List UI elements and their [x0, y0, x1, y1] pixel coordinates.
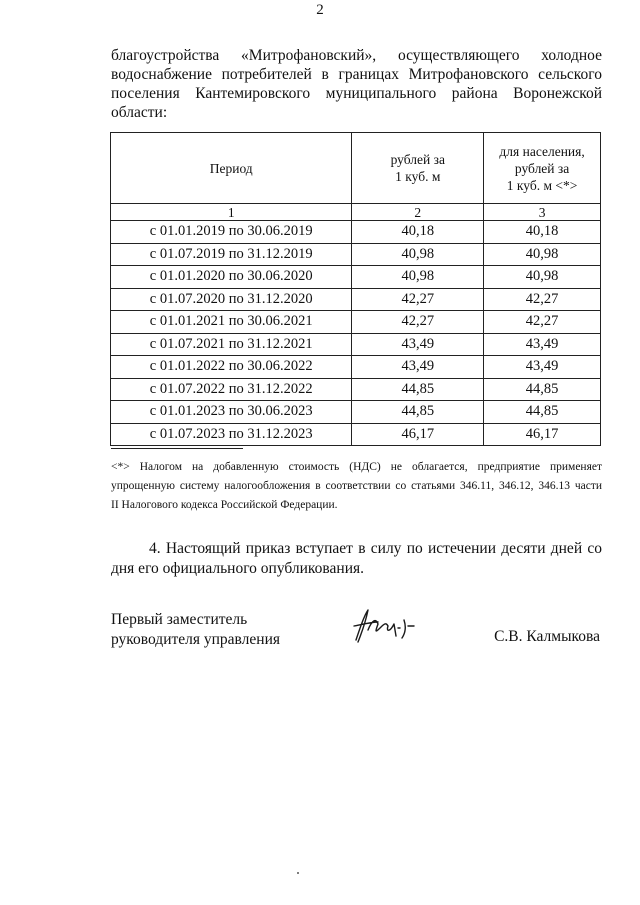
- table-row: [111, 401, 601, 424]
- price-cell: 43,49: [352, 333, 484, 356]
- tariff-table: [110, 132, 601, 446]
- price-cell: 40,98: [352, 243, 484, 266]
- table-row: [111, 333, 601, 356]
- price-cell: 44,85: [352, 378, 484, 401]
- handwritten-signature-icon: [350, 606, 430, 646]
- period-cell: с 01.07.2020 по 31.12.2020: [111, 288, 352, 311]
- footnote-line: <*> Налогом на добавленную стоимость (НДС) не облагается, предприятие применяет: [111, 461, 602, 473]
- price-cell: 40,18: [352, 221, 484, 244]
- header-population: [484, 133, 601, 204]
- population-price-cell: 40,98: [484, 266, 601, 289]
- signatory-title: [111, 610, 280, 650]
- period-cell: с 01.07.2021 по 31.12.2021: [111, 333, 352, 356]
- intro-line: благоустройства «Митрофановский», осуществляющего холодное: [111, 47, 602, 64]
- table-row: [111, 311, 601, 334]
- table-row: [111, 221, 601, 244]
- price-cell: 46,17: [352, 423, 484, 446]
- population-price-cell: 40,18: [484, 221, 601, 244]
- footnote-line: II Налогового кодекса Российской Федерации.: [111, 499, 338, 511]
- intro-text: [111, 46, 602, 122]
- price-cell: 42,27: [352, 288, 484, 311]
- column-number: 3: [484, 204, 601, 221]
- period-cell: с 01.07.2023 по 31.12.2023: [111, 423, 352, 446]
- period-cell: с 01.01.2023 по 30.06.2023: [111, 401, 352, 424]
- population-price-cell: 40,98: [484, 243, 601, 266]
- population-price-cell: 43,49: [484, 356, 601, 379]
- population-price-cell: 42,27: [484, 288, 601, 311]
- period-cell: с 01.01.2020 по 30.06.2020: [111, 266, 352, 289]
- period-cell: с 01.07.2022 по 31.12.2022: [111, 378, 352, 401]
- population-price-cell: 46,17: [484, 423, 601, 446]
- header-price: [352, 133, 484, 204]
- column-number: 2: [352, 204, 484, 221]
- population-price-cell: 44,85: [484, 401, 601, 424]
- signatory-name: С.В. Калмыкова: [494, 628, 600, 645]
- population-price-cell: 44,85: [484, 378, 601, 401]
- header-population-line: для населения,: [499, 143, 585, 159]
- price-cell: 44,85: [352, 401, 484, 424]
- period-cell: с 01.07.2019 по 31.12.2019: [111, 243, 352, 266]
- table-row: [111, 288, 601, 311]
- paragraph-line: дня его официального опубликования.: [111, 560, 365, 577]
- period-cell: с 01.01.2021 по 30.06.2021: [111, 311, 352, 334]
- period-cell: с 01.01.2022 по 30.06.2022: [111, 356, 352, 379]
- table-row: [111, 378, 601, 401]
- price-cell: 42,27: [352, 311, 484, 334]
- header-price-line: 1 куб. м: [395, 169, 441, 184]
- population-price-cell: 43,49: [484, 333, 601, 356]
- column-number: 1: [111, 204, 352, 221]
- column-number-row: [111, 204, 601, 221]
- intro-line: водоснабжение потребителей в границах Митрофановского сельского: [111, 66, 602, 83]
- effective-date-paragraph: [111, 539, 602, 579]
- header-population-line: 1 куб. м <*>: [506, 177, 578, 193]
- table-row: [111, 423, 601, 446]
- header-period: Период: [111, 133, 352, 204]
- table-header-row: [111, 133, 601, 204]
- footnote-line: упрощенную систему налогообложения в соответствии со статьями 346.11, 346.12, 346.13 части: [111, 480, 602, 492]
- signatory-title-line: Первый заместитель: [111, 611, 248, 628]
- footnote-divider: [111, 448, 243, 449]
- period-cell: с 01.01.2019 по 30.06.2019: [111, 221, 352, 244]
- scan-speck: [297, 872, 299, 874]
- table-row: [111, 356, 601, 379]
- page-number: 2: [316, 2, 324, 18]
- header-population-line: рублей за: [514, 160, 570, 176]
- population-price-cell: 42,27: [484, 311, 601, 334]
- header-price-line: рублей за: [390, 152, 445, 167]
- footnote: [111, 458, 602, 515]
- table-row: [111, 243, 601, 266]
- price-cell: 40,98: [352, 266, 484, 289]
- intro-line: области:: [111, 104, 168, 121]
- signatory-title-line: руководителя управления: [111, 631, 281, 648]
- intro-line: поселения Кантемировского муниципального района Воронежской: [111, 85, 602, 102]
- paragraph-line: 4. Настоящий приказ вступает в силу по истечении десяти дней со: [149, 540, 602, 557]
- price-cell: 43,49: [352, 356, 484, 379]
- table-row: [111, 266, 601, 289]
